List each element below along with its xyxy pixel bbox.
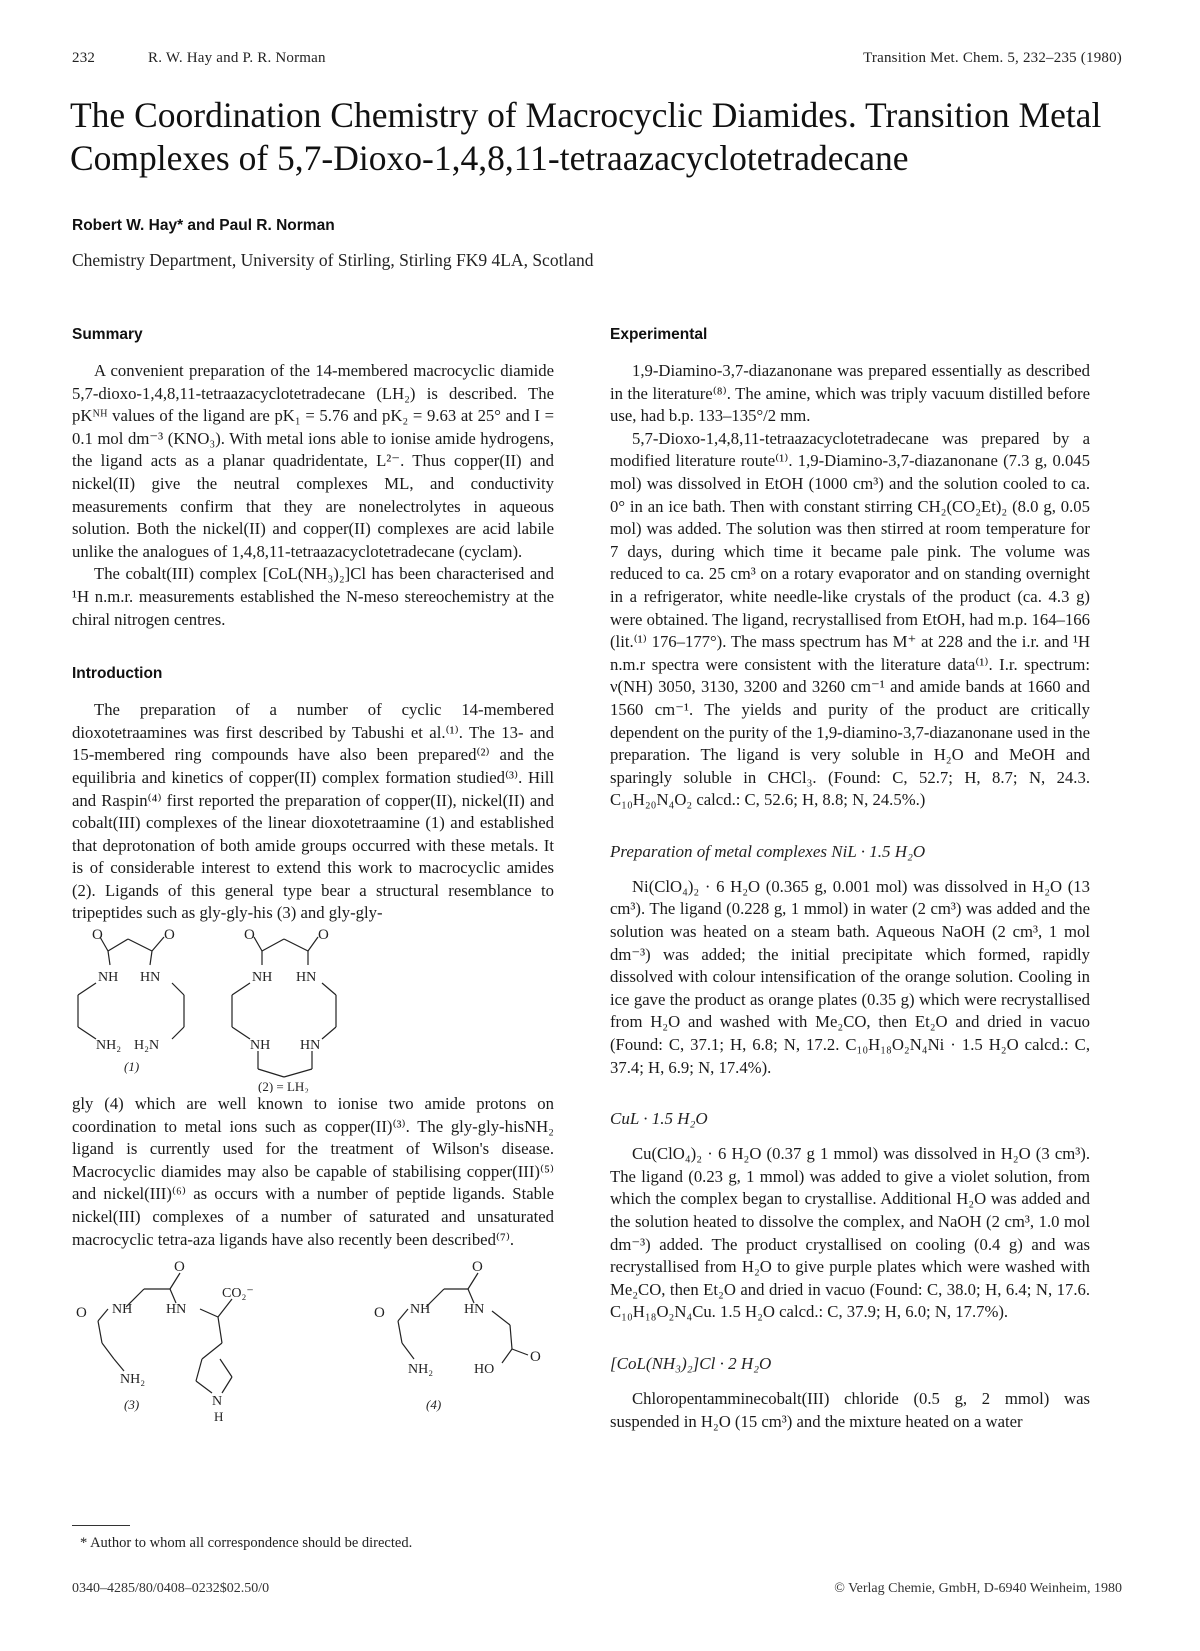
structure-figure-3-4 [72,1259,554,1429]
s4-hn: HN [464,1302,485,1318]
summary-paragraph-2: The cobalt(III) complex [CoL(NH₃)₂]Cl has been characterised and ¹H n.m.r. measurements established the N-meso stereochemistry at the chiral nitrogen centres. [72,564,554,629]
issn-code: 0340–4285/80/0408–0232$02.50/0 [72,1581,270,1596]
s3-hn: HN [166,1302,187,1318]
s4-label: (4) [426,1397,442,1413]
cobalt-complex-heading: [CoL(NH₃)₂]Cl · 2 H₂O [610,1353,772,1373]
s1-h2n-right: H₂N [134,1038,160,1054]
s2-oxygen-left: O [244,927,255,944]
affiliation: Chemistry Department, University of Stirling, Stirling FK9 4LA, Scotland [72,250,594,270]
paper-title: The Coordination Chemistry of Macrocyclic Diamides. Transition Metal Complexes of 5,7-Dioxo-1,4,8,11-tetraazacyclotetradecane [70,95,1102,178]
nickel-preparation-text: Ni(ClO₄)₂ · 6 H₂O (0.365 g, 0.001 mol) was dissolved in H₂O (13 cm³). The ligand (0.228 g, 1 mmol) in water (2 cm³) was added and the solution was heated on a steam bath. Aqueous NaOH (2 cm³, 1 mol dm⁻³) was added; the initial precipitate which formed, rapidly dissolved with colour intensification of the orange solution. Cooling in ice gave the product as orange plates (0.35 g) which were recrystallised from H₂O and washed with Me₂CO, then Et₂O and dried in vacuo (Found: C, 37.1; H, 6.8; N, 17.2. C₁₀H₁₈O₂N₄Ni · 1.5 H₂O calcd.: C, 37.4; H, 6.9; N, 17.4%). [610,876,1090,1077]
s1-nh2-left: NH₂ [96,1038,122,1054]
left-column [72,326,554,1429]
s2-hn-lower: HN [300,1038,321,1054]
copyright-notice: © Verlag Chemie, GmbH, D-6940 Weinheim, 1980 [834,1581,1122,1596]
s3-carboxylate: CO₂⁻ [222,1286,254,1302]
experimental-heading: Experimental [610,326,708,343]
experimental-paragraph-2: 5,7-Dioxo-1,4,8,11-tetraazacyclotetradecane was prepared by a modified literature route⁽¹⁾. 1,9-Diamino-3,7-diazanonane (7.3 g, 0.045 mol) was dissolved in EtOH (1000 cm³) and the solution cooled to ca. 0° in an ice bath. Then with constant stirring CH₂(CO₂Et)₂ (8.0 g, 0.05 mol) was added. The solution was then stirred at room temperature for 7 days, during which time it became pale pink. The volume was reduced to ca. 25 cm³ on a rotary evaporator and on standing overnight in a refrigerator, white needle-like crystals of the product (ca. 4.3 g) were obtained. The ligand, recrystallised from EtOH, had m.p. 164–166 (lit.⁽¹⁾ 176–177°). The mass spectrum has M⁺ at 228 and the i.r. and ¹H n.m.r spectra were consistent with the literature data⁽¹⁾. I.r. spectrum: ν(NH) 3050, 3130, 3200 and 3260 cm⁻¹ and amide bands at 1660 and 1560 cm⁻¹. The yields and purity of the product are critically dependent on the purity of the 1,9-diamino-3,7-diazanonane used in the preparation. The ligand is very soluble in H₂O and MeOH and sparingly soluble in CHCl₃. (Found: C, 52.7; H, 8.7; N, 24.3. C₁₀H₂₀N₄O₂ calcd.: C, 52.6; H, 8.8; N, 24.5%.) [610,428,1090,810]
s3-nh2: NH₂ [120,1372,146,1388]
copper-complex-text: Cu(ClO₄)₂ · 6 H₂O (0.37 g 1 mmol) was dissolved in H₂O (3 cm³). The ligand (0.23 g, 1 mmol) was added to give a violet solution, from which the complex began to crystallise. Additional H₂O was added and the solution heated to dissolve the complex, and NaOH (2 cm³, 1.0 mol dm⁻³) added. The product crystallised on cooling (0.4 g) and was recrystallised from H₂O to give purple plates which were washed with Me₂CO, then Et₂O and dried in vacuo (Found: C, 38.0; H, 6.4; N, 17.6. C₁₀H₁₈O₂N₄Cu. 1.5 H₂O calcd.: C, 37.9; H, 6.0; N, 17.7%). [610,1144,1090,1322]
copper-complex-heading: CuL · 1.5 H₂O [610,1109,708,1129]
page-number: 232 [72,50,96,66]
correspondence-footnote: * Author to whom all correspondence should be directed. [80,1535,413,1551]
s1-oxygen-right: O [164,927,175,944]
cobalt-complex-text: Chloropentamminecobalt(III) chloride (0.5 g, 2 mmol) was suspended in H₂O (15 cm³) and the mixture heated on a water [610,1388,1090,1431]
s1-oxygen-left: O [92,927,103,944]
experimental-paragraph-1: 1,9-Diamino-3,7-diazanonane was prepared essentially as described in the literature⁽⁸⁾. The amine, which was triply vacuum distilled before use, had b.p. 133–135°/2 mm. [610,361,1090,426]
s1-label: (1) [124,1059,140,1075]
s3-nh: NH [112,1302,133,1318]
s4-nh: NH [410,1302,431,1318]
s2-label: (2) = LH₂ [258,1079,309,1094]
s4-oxygen-acid: O [530,1349,541,1366]
s4-oxygen-top: O [472,1259,483,1276]
s2-nh-lower: NH [250,1038,271,1054]
s2-oxygen-right: O [318,927,329,944]
author-list: Robert W. Hay* and Paul R. Norman [72,217,335,234]
s3-ring-h: H [214,1409,224,1425]
s1-nh-left: NH [98,970,119,986]
summary-paragraph-1: A convenient preparation of the 14-membered macrocyclic diamide 5,7-dioxo-1,4,8,11-tetraazacyclotetradecane (LH₂) is described. The pKᴺᴴ values of the ligand are pK₁ = 5.76 and pK₂ = 9.63 at 25° and I = 0.1 mol dm⁻³ (KNO₃). With metal ions able to ionise amide hydrogens, the ligand acts as a planar quadridentate, L²⁻. Thus copper(II) and nickel(II) give the neutral complexes ML, and conductivity measurements confirm that they are nonelectrolytes in aqueous solution. Both the nickel(II) and copper(II) complexes are acid labile unlike the analogues of 1,4,8,11-tetraazacyclotetradecane (cyclam). [72,361,554,561]
introduction-paragraph-1: The preparation of a number of cyclic 14-membered dioxotetraamines was first described by Tabushi et al.⁽¹⁾. The 13- and 15-membered ring compounds have also been prepared⁽²⁾ and the equilibria and kinetics of copper(II) complex formation studied⁽³⁾. Hill and Raspin⁽⁴⁾ first reported the preparation of copper(II), nickel(II) and cobalt(III) complexes of the linear dioxotetraamine (1) and established that deprotonation of both amide groups occurred with these metals. It is of considerable interest to extend this work to macrocyclic amides (2). Ligands of this general type bear a structural resemblance to tripeptides such as gly-gly-his (3) and gly-gly- [72,700,554,923]
introduction-heading: Introduction [72,665,163,683]
s2-hn-upper: HN [296,970,317,986]
structure-figure-1-2 [72,925,554,1093]
s3-ring-n: N [212,1394,223,1410]
summary-heading: Summary [72,326,143,343]
s4-nh2: NH₂ [408,1362,434,1378]
s4-ho: HO [474,1362,495,1378]
journal-citation: Transition Met. Chem. 5, 232–235 (1980) [863,50,1122,66]
s3-oxygen-top: O [174,1259,185,1276]
nickel-preparation-heading: Preparation of metal complexes NiL · 1.5 H₂O [610,841,926,861]
s4-oxygen-left: O [374,1305,385,1322]
s1-hn-right: HN [140,970,161,986]
footnote-rule [72,1525,130,1526]
s2-nh-upper: NH [252,970,273,986]
right-column [610,326,1090,1433]
s3-label: (3) [124,1397,140,1413]
running-authors: R. W. Hay and P. R. Norman [148,50,326,66]
s3-oxygen-left: O [76,1305,87,1322]
introduction-paragraph-2: gly (4) which are well known to ionise two amide protons on coordination to metal ions such as copper(II)⁽³⁾. The gly-gly-hisNH₂ ligand is currently used for the treatment of Wilson's disease. Macrocyclic diamides may also be capable of stabilising copper(III)⁽⁵⁾ and nickel(III)⁽⁶⁾ as occurs with a number of peptide ligands. Stable nickel(III) complexes of a number of saturated and unsaturated macrocyclic tetra-aza ligands have also recently been described⁽⁷⁾. [72,1094,554,1249]
